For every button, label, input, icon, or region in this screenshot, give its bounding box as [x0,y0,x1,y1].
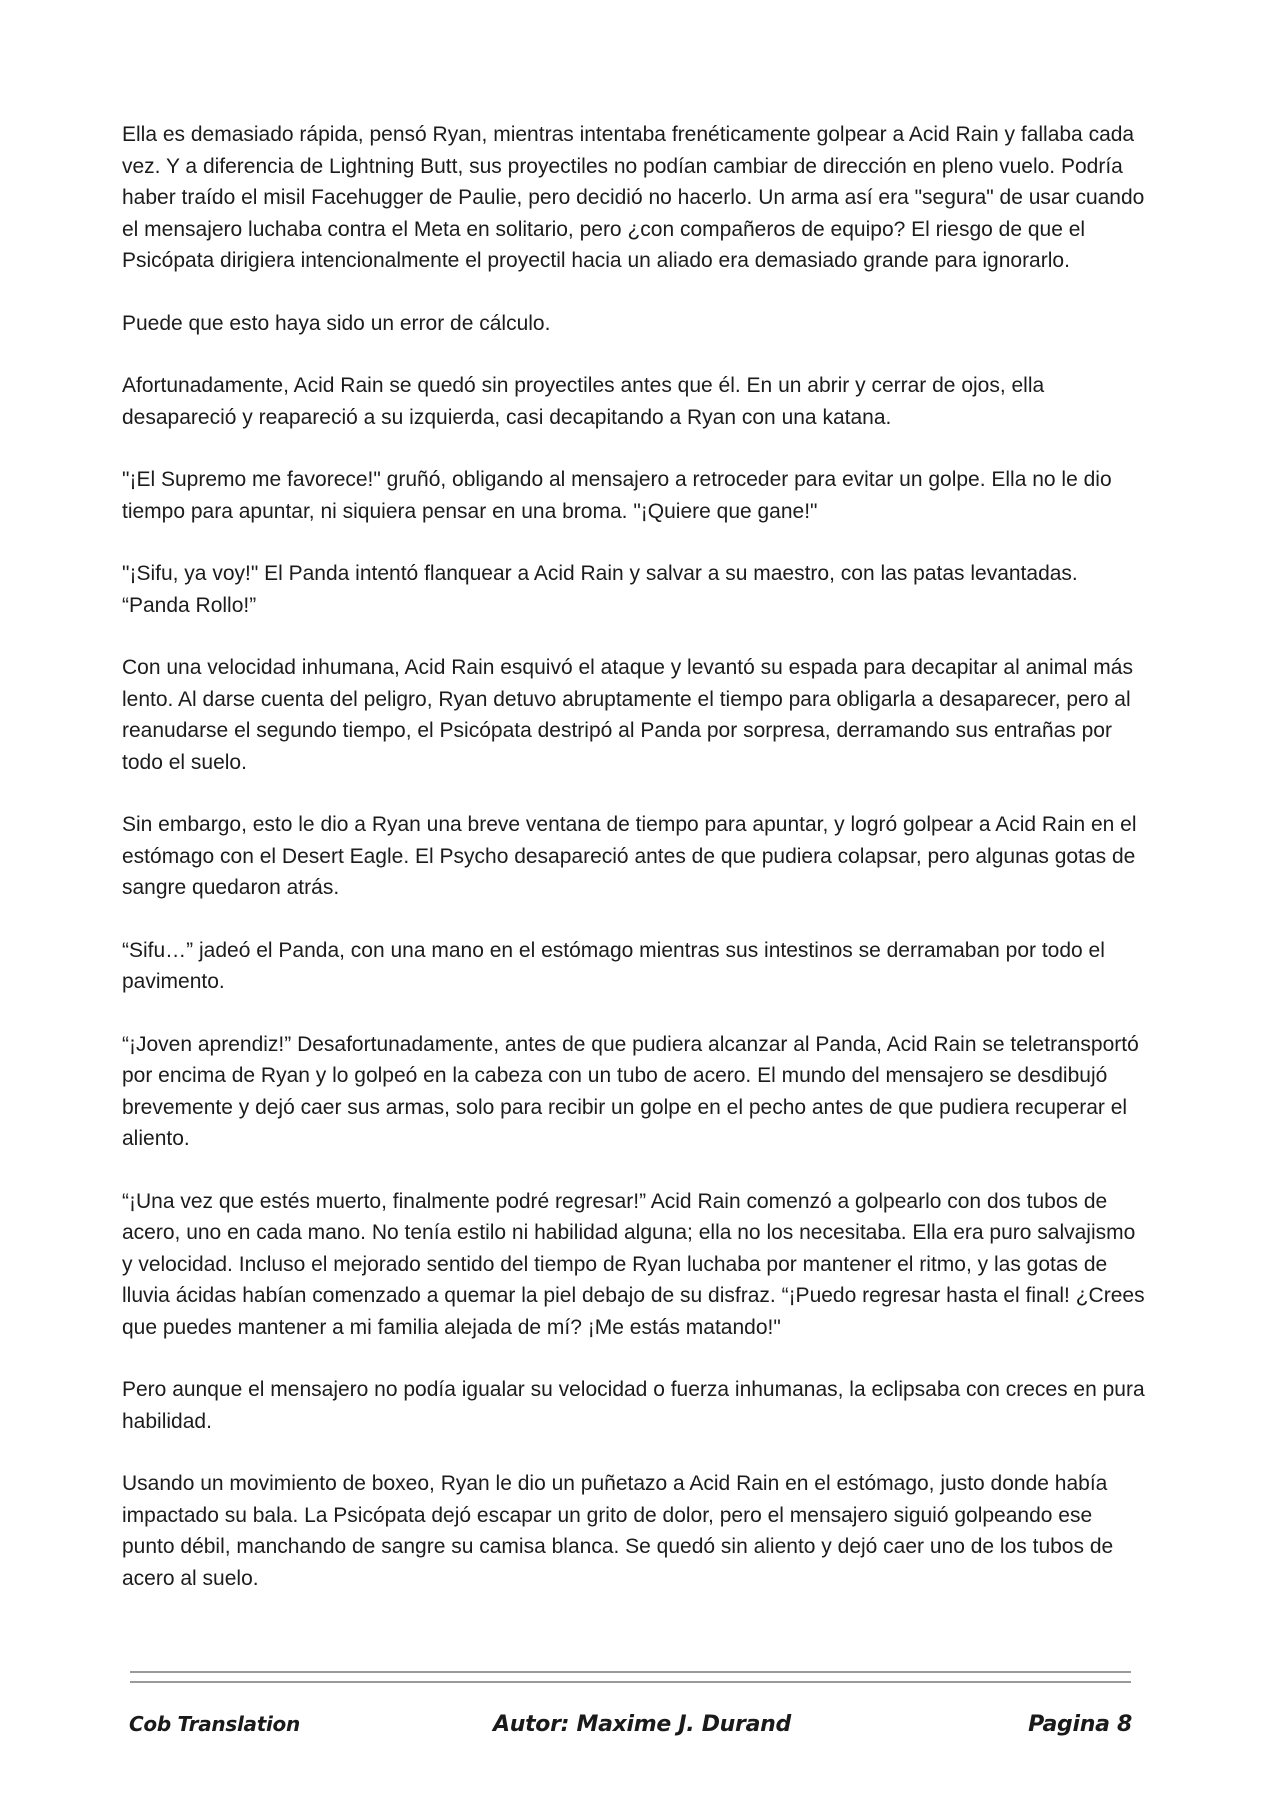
footer-author: Autor: Maxime J. Durand [493,1712,791,1737]
footer-page-number: Pagina 8 [1028,1712,1132,1737]
paragraph: Sin embargo, esto le dio a Ryan una breve ventana de tiempo para apuntar, y logró golpear a Acid Rain en el estómago con el Desert Eagle. El Psycho desapareció antes de que pudiera colapsar, pero algunas gotas de sangre quedaron atrás. [122,813,1137,899]
paragraph: Puede que esto haya sido un error de cálculo. [122,311,551,335]
paragraph: “¡Joven aprendiz!” Desafortunadamente, antes de que pudiera alcanzar al Panda, Acid Rain se teletransportó por encima de Ryan y lo golpeó en la cabeza con un tubo de acero. El mundo del mensajero se desdibujó brevemente y dejó caer sus armas, solo para recibir un golpe en el pecho antes de que pudiera recuperar el aliento. [122,1032,1139,1150]
paragraph: "¡El Supremo me favorece!" gruñó, obligando al mensajero a retroceder para evitar un golpe. Ella no le dio tiempo para apuntar, ni siquiera pensar en una broma. "¡Quiere que gane!" [122,468,1112,523]
page-footer [129,1712,1132,1746]
footer-divider-top [130,1671,1131,1673]
paragraph: Con una velocidad inhumana, Acid Rain esquivó el ataque y levantó su espada para decapitar al animal más lento. Al darse cuenta del peligro, Ryan detuvo abruptamente el tiempo para obligarla a desaparecer, pero al reanudarse el segundo tiempo, el Psicópata destripó al Panda por sorpresa, derramando sus entrañas por todo el suelo. [122,656,1133,774]
footer-divider-bottom [130,1681,1131,1683]
paragraph: “Sifu…” jadeó el Panda, con una mano en el estómago mientras sus intestinos se derramaban por todo el pavimento. [122,938,1105,993]
paragraph: Pero aunque el mensajero no podía igualar su velocidad o fuerza inhumanas, la eclipsaba con creces en pura habilidad. [122,1378,1145,1433]
document-body [122,119,1146,1594]
paragraph: Afortunadamente, Acid Rain se quedó sin proyectiles antes que él. En un abrir y cerrar de ojos, ella desapareció y reapareció a su izquierda, casi decapitando a Ryan con una katana. [122,374,1045,429]
paragraph: "¡Sifu, ya voy!" El Panda intentó flanquear a Acid Rain y salvar a su maestro, con las patas levantadas. “Panda Rollo!” [122,562,1078,617]
paragraph: Ella es demasiado rápida, pensó Ryan, mientras intentaba frenéticamente golpear a Acid Rain y fallaba cada vez. Y a diferencia de Lightning Butt, sus proyectiles no podían cambiar de dirección en pleno vuelo. Podría haber traído el misil Facehugger de Paulie, pero decidió no hacerlo. Un arma así era "segura" de usar cuando el mensajero luchaba contra el Meta en solitario, pero ¿con compañeros de equipo? El riesgo de que el Psicópata dirigiera intencionalmente el proyectil hacia un aliado era demasiado grande para ignorarlo. [122,123,1145,272]
paragraph: “¡Una vez que estés muerto, finalmente podré regresar!” Acid Rain comenzó a golpearlo con dos tubos de acero, uno en cada mano. No tenía estilo ni habilidad alguna; ella no los necesitaba. Ella era puro salvajismo y velocidad. Incluso el mejorado sentido del tiempo de Ryan luchaba por mantener el ritmo, y las gotas de lluvia ácidas habían comenzado a quemar la piel debajo de su disfraz. “¡Puedo regresar hasta el final! ¿Crees que puedes mantener a mi familia alejada de mí? ¡Me estás matando!" [122,1189,1145,1339]
footer-translator: Cob Translation [129,1712,300,1736]
paragraph: Usando un movimiento de boxeo, Ryan le dio un puñetazo a Acid Rain en el estómago, justo donde había impactado su bala. La Psicópata dejó escapar un grito de dolor, pero el mensajero siguió golpeando ese punto débil, manchando de sangre su camisa blanca. Se quedó sin aliento y dejó caer uno de los tubos de acero al suelo. [122,1472,1114,1590]
